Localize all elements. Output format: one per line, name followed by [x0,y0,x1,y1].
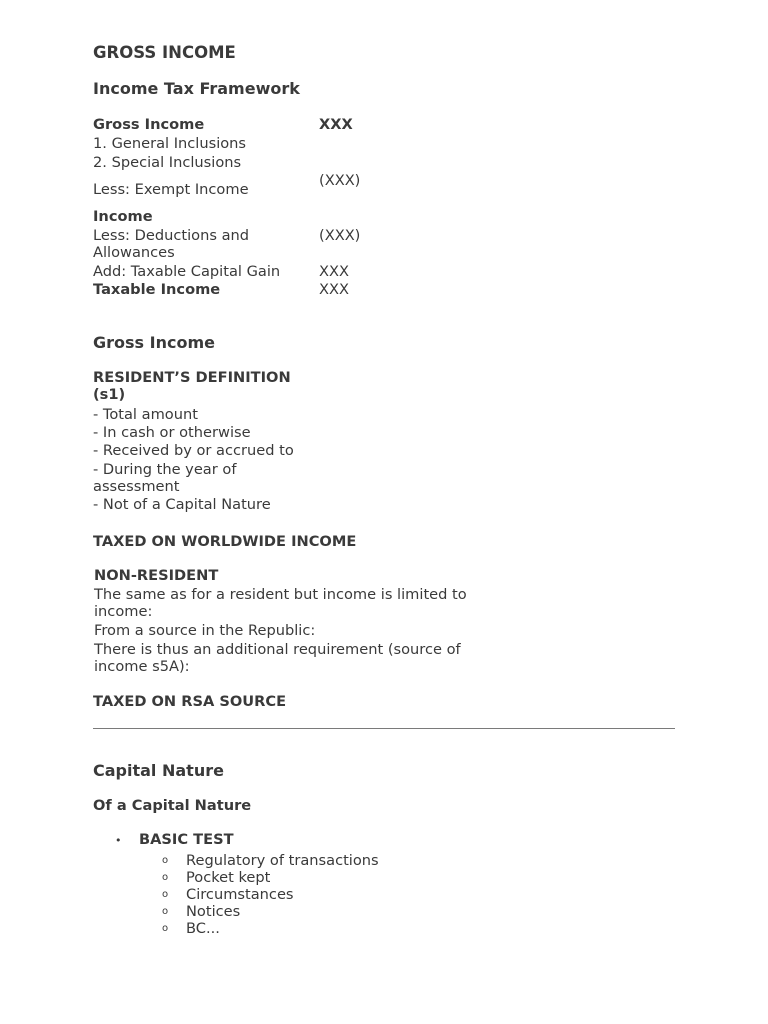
row-value: XXX [319,281,349,298]
framework-heading: Income Tax Framework [93,79,300,98]
circle-bullet-icon: o [162,889,169,900]
list-item: Pocket kept [186,869,271,886]
circle-bullet-icon: o [162,906,169,917]
resident-heading: RESIDENT’S DEFINITION (s1) [93,369,291,403]
row-label: Taxable Income [93,281,221,298]
paragraph: There is thus an additional requirement (source of income s5A): [94,641,461,675]
row-label: Less: Exempt Income [93,181,249,198]
list-item: - During the year of assessment [93,461,237,495]
capital-nature-heading: Capital Nature [93,761,224,780]
circle-bullet-icon: o [162,855,169,866]
row-value: (XXX) [319,227,361,244]
row-label: 2. Special Inclusions [93,154,242,171]
resident-points [93,406,313,514]
worldwide-note: TAXED ON WORLDWIDE INCOME [93,533,357,550]
row-label: Income [93,208,153,225]
list-item: Notices [186,903,241,920]
list-item: Regulatory of transactions [186,852,379,869]
list-item: BC... [186,920,220,937]
list-item: - In cash or otherwise [93,424,251,441]
document-title: GROSS INCOME [93,43,236,62]
rsa-source-note: TAXED ON RSA SOURCE [93,693,287,710]
row-label: Gross Income [93,116,205,133]
capital-nature-subheading: Of a Capital Nature [93,797,252,814]
paragraph: From a source in the Republic: [94,622,316,639]
circle-bullet-icon: o [162,872,169,883]
section-divider [93,728,675,729]
row-label: 1. General Inclusions [93,135,247,152]
circle-bullet-icon: o [162,923,169,934]
row-label: Add: Taxable Capital Gain [93,263,281,280]
row-value: (XXX) [319,172,361,189]
list-item: - Received by or accrued to [93,442,294,459]
list-item: - Not of a Capital Nature [93,496,271,513]
list-item: - Total amount [93,406,198,423]
row-label: Less: Deductions and Allowances [93,227,250,261]
nonresident-heading: NON-RESIDENT [94,567,219,584]
gross-income-heading: Gross Income [93,333,215,352]
bullet-icon: • [115,834,122,847]
paragraph: The same as for a resident but income is limited to income: [94,586,467,620]
row-value: XXX [319,116,353,133]
list-item: Circumstances [186,886,294,903]
row-value: XXX [319,263,349,280]
bullet-item: BASIC TEST [139,831,234,848]
nonresident-text [94,586,504,675]
